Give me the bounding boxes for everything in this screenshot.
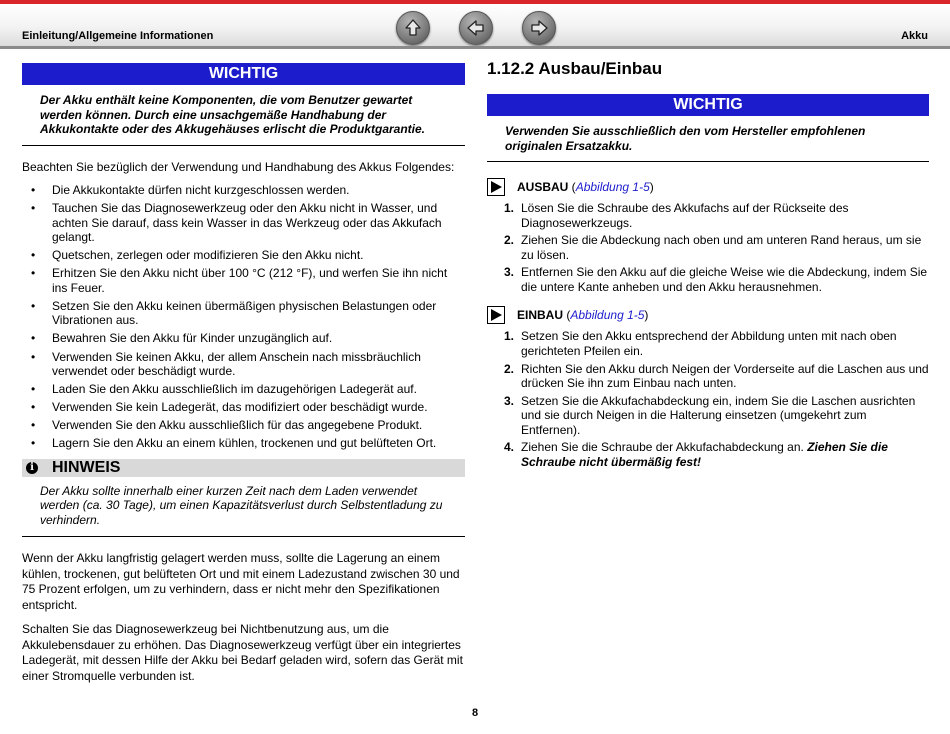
storage-paragraph: Wenn der Akku langfristig gelagert werden muss, sollte die Lagerung an einem kühlen, trockenen, gut belüfteten Ort und mit einem Ladezustand zwischen 30 und 75 Prozent erfolgen, um zu verhindern, dass er nicht mehr den Spezifikationen entspricht. <box>22 551 460 612</box>
bullet-glyph: • <box>31 400 36 415</box>
bullet-glyph: • <box>31 382 36 397</box>
list-item: 1. Lösen Sie die Schraube des Akkufachs auf der Rückseite des Diagnosewerkzeugs. <box>504 201 849 230</box>
list-item: • Bewahren Sie den Akku für Kinder unzugänglich auf. <box>31 331 333 346</box>
wichtig-note-text: Verwenden Sie ausschließlich den vom Hersteller empfohlenen originalen Ersatzakku. <box>505 124 866 153</box>
list-item: • Setzen Sie den Akku keinen übermäßigen physischen Belastungen oder Vibrationen aus. <box>31 298 437 328</box>
einbau-label: EINBAU <box>517 308 564 323</box>
back-arrow-icon <box>466 18 486 38</box>
divider <box>22 536 465 537</box>
wichtig-banner: WICHTIG <box>487 94 929 116</box>
page-header <box>0 4 950 46</box>
list-item: • Verwenden Sie den Akku ausschließlich für das angegebene Produkt. <box>31 418 423 433</box>
wichtig-banner: WICHTIG <box>22 63 465 85</box>
bullet-glyph: • <box>31 349 36 364</box>
list-item: • Verwenden Sie kein Ladegerät, das modifiziert oder beschädigt wurde. <box>31 400 428 415</box>
bullet-glyph: • <box>31 183 36 197</box>
einbau-heading: EINBAU (Abbildung 1-5) <box>487 304 929 326</box>
list-item: • Die Akkukontakte dürfen nicht kurzgeschlossen werden. <box>31 183 350 197</box>
list-item: 2. Richten Sie den Akku durch Neigen der Vorderseite auf die Laschen aus und drücken Sie ihn zum Einbau nach unten. <box>504 361 929 391</box>
list-item: • Tauchen Sie das Diagnosewerkzeug oder den Akku nicht in Wasser, und achten Sie darauf, dass kein Wasser in das Werkzeug oder das Akkufach gelangt. <box>31 201 442 245</box>
header-divider <box>0 46 950 49</box>
figure-link[interactable]: Abbildung 1-5 <box>570 308 645 323</box>
hinweis-label: HINWEIS <box>52 458 121 476</box>
play-icon <box>487 178 505 196</box>
section-title: 1.12.2 Ausbau/Einbau <box>487 59 663 78</box>
bullet-glyph: • <box>31 331 36 346</box>
divider <box>22 145 465 146</box>
bullet-glyph: • <box>31 248 36 263</box>
ausbau-steps <box>487 201 929 294</box>
page-number: 8 <box>471 707 479 719</box>
nav-back-button[interactable] <box>459 11 493 45</box>
list-item: 1. Setzen Sie den Akku entsprechend der Abbildung unten mit nach oben gerichteten Pfeilen ein. <box>504 329 897 358</box>
up-arrow-icon <box>403 18 423 38</box>
header-topic: Akku <box>901 30 928 42</box>
bullet-glyph: • <box>31 266 36 281</box>
list-item: • Quetschen, zerlegen oder modifizieren Sie den Akku nicht. <box>31 248 364 263</box>
figure-link[interactable]: Abbildung 1-5 <box>575 180 650 194</box>
bullet-glyph: • <box>31 298 36 313</box>
list-item: 3. Entfernen Sie den Akku auf die gleiche Weise wie die Abdeckung, indem Sie die untere Kante anheben und den Akku herausnehmen. <box>504 265 928 294</box>
list-item: • Laden Sie den Akku ausschließlich im dazugehörigen Ladegerät auf. <box>31 382 417 397</box>
caution-emphasis: Ziehen Sie die Schraube nicht übermäßig fest! <box>521 440 888 469</box>
einbau-steps <box>487 329 929 469</box>
hinweis-note-text: Der Akku sollte innerhalb einer kurzen Zeit nach dem Laden verwendet werden (ca. 30 Tage), um einen Kapazitätsverlust durch Selbstentladung zu verhindern. <box>40 483 443 527</box>
nav-forward-button[interactable] <box>522 11 556 45</box>
header-section-title: Einleitung/Allgemeine Informationen <box>22 30 214 42</box>
bullet-glyph: • <box>31 418 36 433</box>
list-item: 3. Setzen Sie die Akkufachabdeckung ein, indem Sie die Laschen ausrichten und sie durch Neigen in die Halterung einsetzen (umgekehrt zum Entfernen). <box>504 393 916 437</box>
hinweis-bar <box>22 459 465 477</box>
info-icon: i <box>26 462 38 474</box>
right-column <box>487 58 929 473</box>
bullet-glyph: • <box>31 436 36 451</box>
play-icon <box>487 306 505 324</box>
list-item: • Lagern Sie den Akku an einem kühlen, trockenen und gut belüfteten Ort. <box>31 436 437 451</box>
bullet-glyph: • <box>31 201 36 216</box>
list-item: 4. Ziehen Sie die Schraube der Akkufachabdeckung an. Ziehen Sie die Schraube nicht übermäßig fest! <box>504 440 888 469</box>
list-item: • Erhitzen Sie den Akku nicht über 100 °C (212 °F), und werfen Sie ihn nicht ins Feuer. <box>31 266 448 295</box>
wichtig-note-text: Der Akku enthält keine Komponenten, die vom Benutzer gewartet werden können. Durch eine unsachgemäße Handhabung der Akkukontakte oder des Akkugehäuses erlischt die Produktgarantie. <box>40 93 426 136</box>
handling-list <box>22 183 465 451</box>
list-item: • Verwenden Sie keinen Akku, der allem Anschein nach missbräuchlich verwendet oder beschädigt wurde. <box>31 349 421 379</box>
nav-up-button[interactable] <box>396 11 430 45</box>
left-column <box>22 63 465 684</box>
ausbau-label: AUSBAU <box>517 180 569 194</box>
list-item: 2. Ziehen Sie die Abdeckung nach oben und am unteren Rand heraus, um sie zu lösen. <box>504 233 922 262</box>
intro-paragraph: Beachten Sie bezüglich der Verwendung und Handhabung des Akkus Folgendes: <box>22 159 455 174</box>
divider <box>487 161 929 162</box>
forward-arrow-icon <box>529 18 549 38</box>
battery-life-paragraph: Schalten Sie das Diagnosewerkzeug bei Nichtbenutzung aus, um die Akkulebensdauer zu erhöhen. Das Diagnosewerkzeug verfügt über ein integriertes Ladegerät, mit dessen Hilfe der Akku bei Bedarf geladen wird, sofern das Gerät mit einer Stromquelle verbunden ist. <box>22 622 463 683</box>
ausbau-heading: AUSBAU (Abbildung 1-5) <box>487 176 929 198</box>
